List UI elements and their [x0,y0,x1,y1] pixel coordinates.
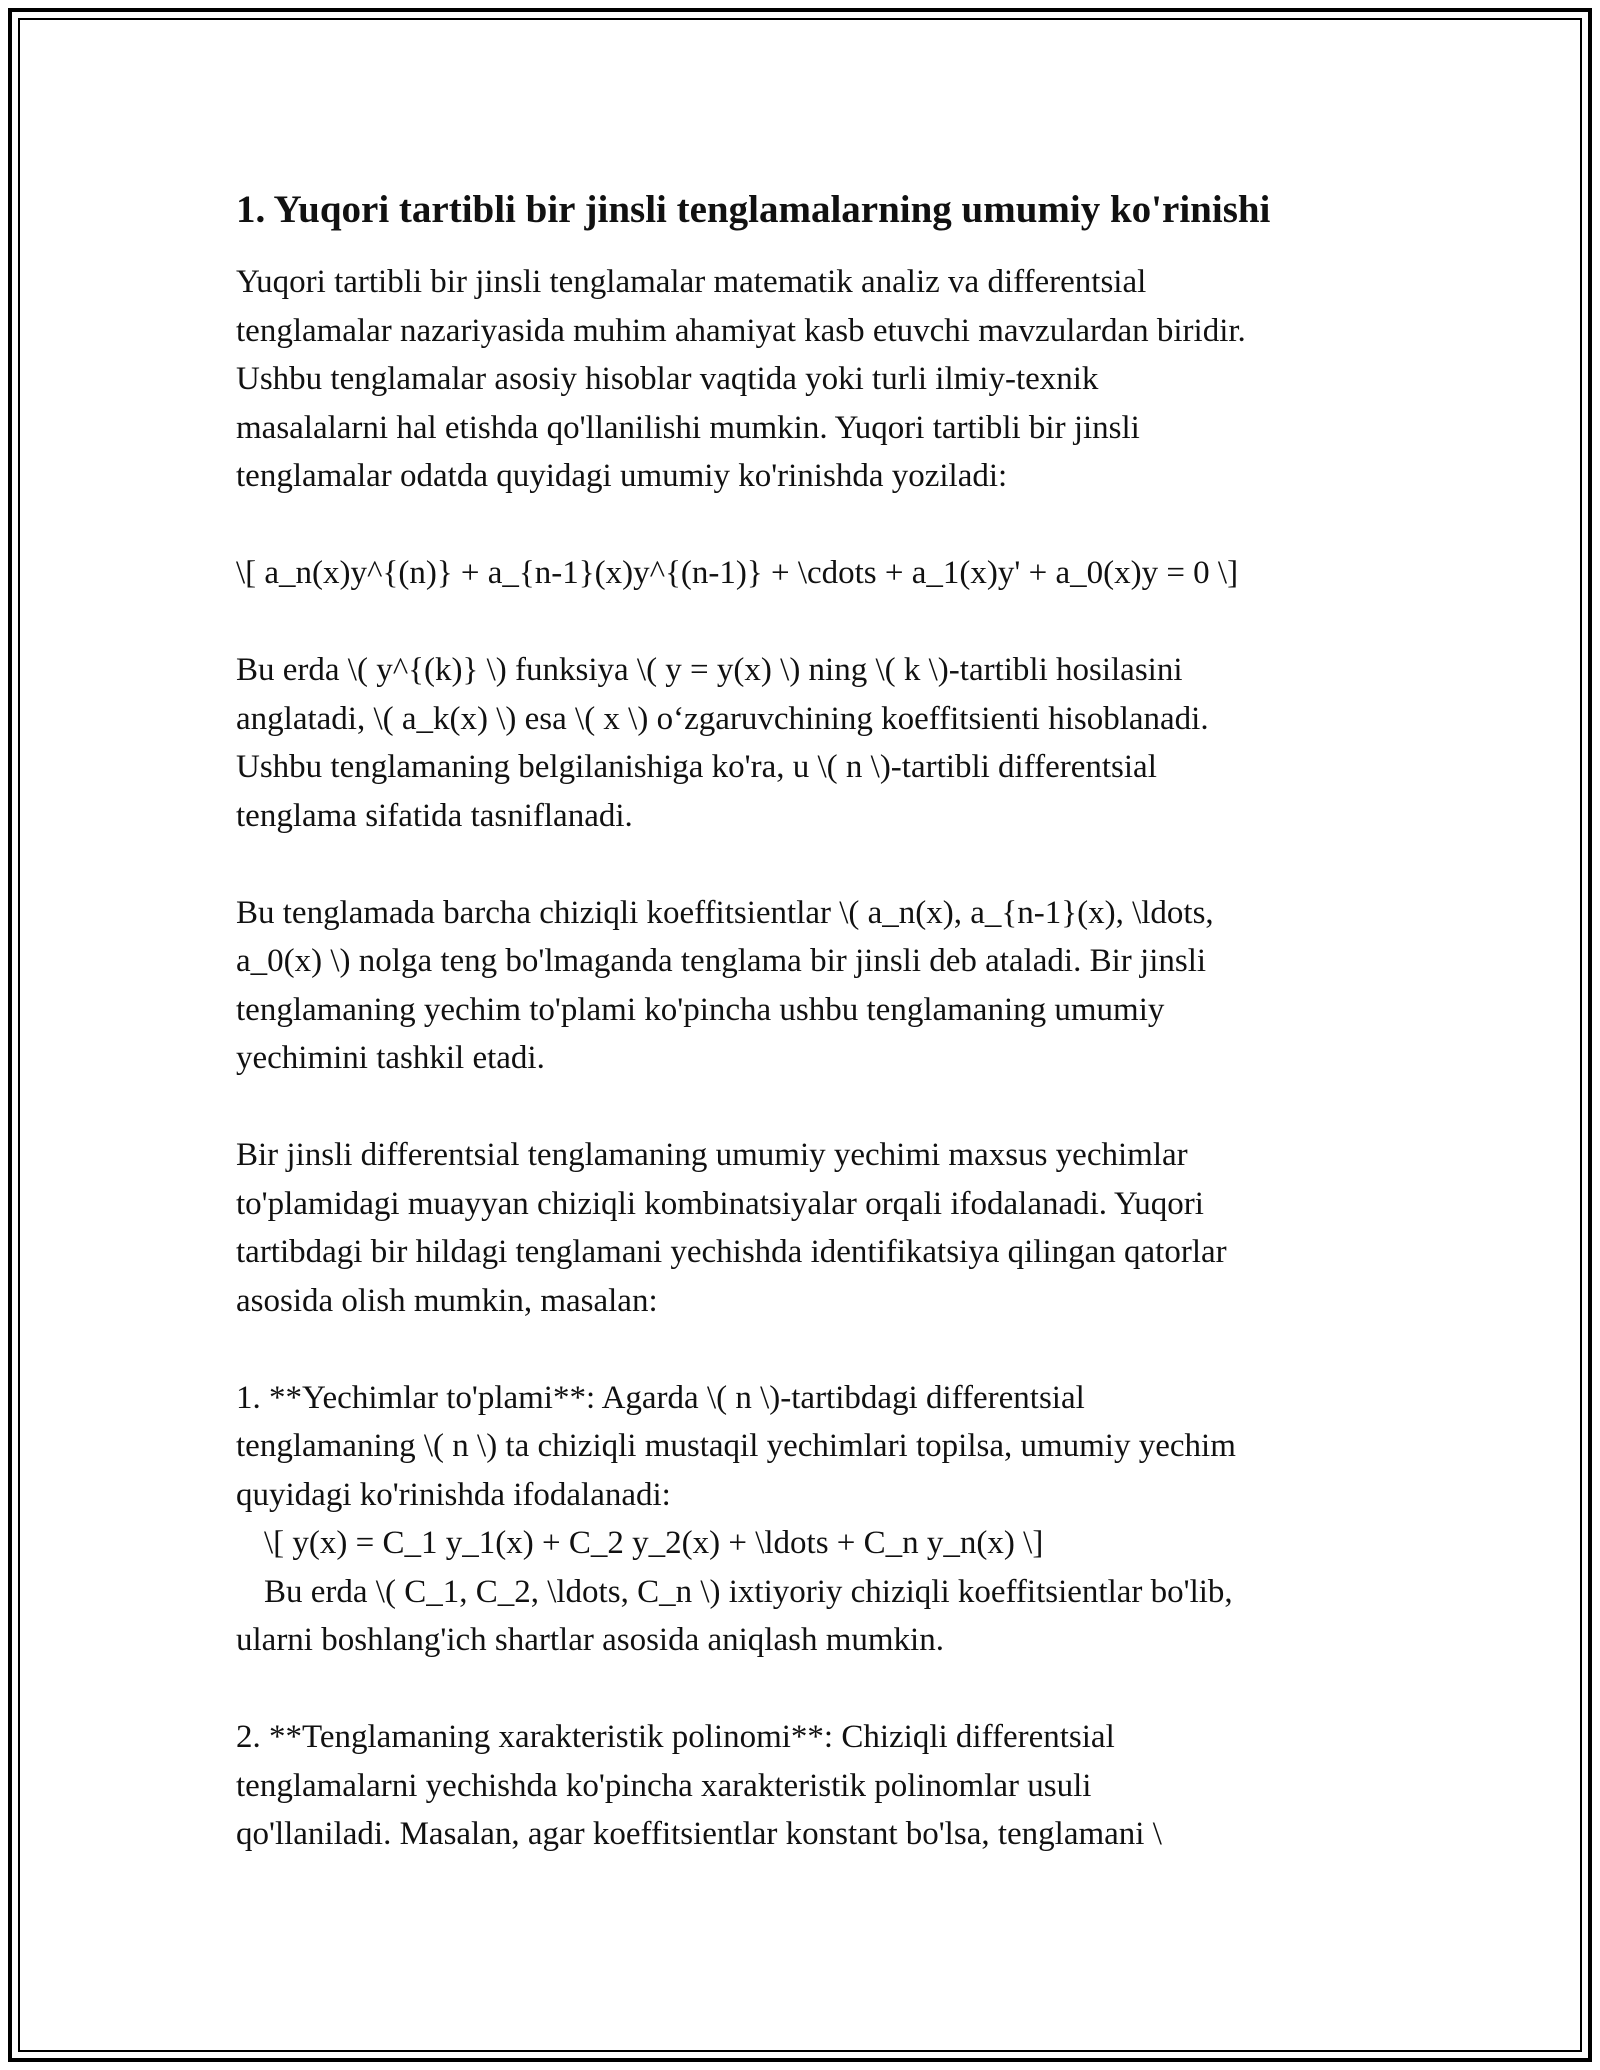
general-equation-formula: \[ a_n(x)y^{(n)} + a_{n-1}(x)y^{(n-1)} + \cdots + a_1(x)y' + a_0(x)y = 0 \] [236,555,1239,591]
list-item-solution-set-note-line1: Bu erda \( C_1, C_2, \ldots, C_n \) ixtiyoriy chiziqli koeffitsientlar bo'lib, [264,1573,1233,1610]
list-item-solution-set [236,1374,1376,1665]
derivative-explanation-paragraph: Bu erda \( y^{(k)} \) funksiya \( y = y(x) \) ning \( k \)-tartibli hosilasini anglatadi, \( a_k(x) \) esa \( x \) o‘zgaruvchining koeffitsienti hisoblanadi. Ushbu tenglamaning belgilanishiga ko'ra, u \( n \)-tartibli differentsial tenglama sifatida tasniflanadi. [236,652,1209,834]
intro-paragraph: Yuqori tartibli bir jinsli tenglamalar matematik analiz va differentsial tenglamalar nazariyasida muhim ahamiyat kasb etuvchi mavzulardan biridir. Ushbu tenglamalar asosiy hisoblar vaqtida yoki turli ilmiy-texnik masalalarni hal etishda qo'llanilishi mumkin. Yuqori tartibli bir jinsli tenglamalar odatda quyidagi umumiy ko'rinishda yoziladi: [236,264,1246,494]
linear-combination-formula: \[ y(x) = C_1 y_1(x) + C_2 y_2(x) + \ldots + C_n y_n(x) \] [264,1525,1044,1561]
list-item-solution-set-note-line2: ularni boshlang'ich shartlar asosida aniqlash mumkin. [236,1622,944,1658]
general-solution-paragraph: Bir jinsli differentsial tenglamaning umumiy yechimi maxsus yechimlar to'plamidagi muayyan chiziqli kombinatsiyalar orqali ifodalanadi. Yuqori tartibdagi bir hildagi tenglamani yechishda identifikatsiya qilingan qatorlar asosida olish mumkin, masalan: [236,1137,1227,1319]
homogeneous-definition-paragraph: Bu tenglamada barcha chiziqli koeffitsientlar \( a_n(x), a_{n-1}(x), \ldots, a_0(x) \) nolga teng bo'lmaganda tenglama bir jinsli deb ataladi. Bir jinsli tenglamaning yechim to'plami ko'pincha ushbu tenglamaning umumiy yechimini tashkil etadi. [236,894,1214,1076]
section-heading: 1. Yuqori tartibli bir jinsli tenglamalarning umumiy ko'rinishi [236,188,1271,231]
list-item-characteristic-polynomial: 2. **Tenglamaning xarakteristik polinomi**: Chiziqli differentsial tenglamalarni yechishda ko'pincha xarakteristik polinomlar usuli qo'llaniladi. Masalan, agar koeffitsientlar konstant bo'lsa, tenglamani \ [236,1719,1162,1852]
list-item-solution-set-intro: 1. **Yechimlar to'plami**: Agarda \( n \)-tartibdagi differentsial tenglamaning \( n \) ta chiziqli mustaqil yechimlari topilsa, umumiy yechim quyidagi ko'rinishda ifodalanadi: [236,1379,1236,1513]
document-body [236,186,1376,1907]
